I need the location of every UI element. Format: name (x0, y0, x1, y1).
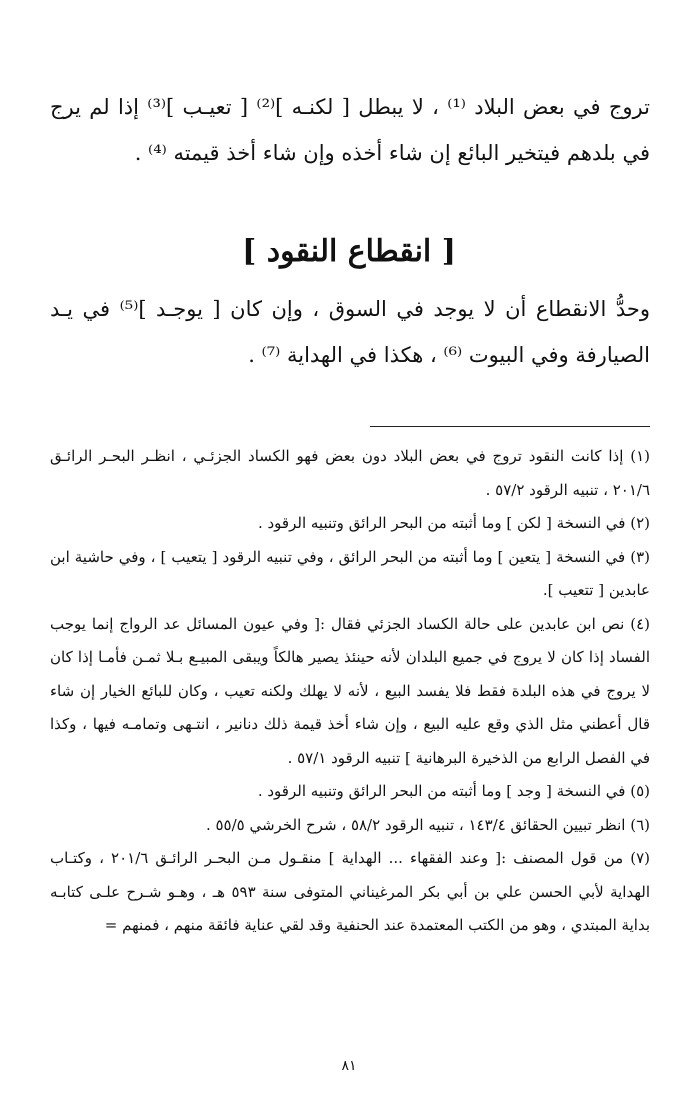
footnotes (50, 440, 650, 943)
footnote-5: (٥) في النسخة [ وجد ] وما أثبته من البحر الرائق وتنبيه الرقود . (257, 782, 650, 800)
footnote-3: (٣) في النسخة [ يتعين ] وما أثبته من البحر الرائق ، وفي تنبيه الرقود [ يتعيب ] ، وفي حاشية ابن عابدين [ تتعيب ]. (50, 547, 650, 599)
footnote-6: (٦) انظر تبيين الحقائق ١٤٣/٤ ، تنبيه الرقود ٥٨/٢ ، شرح الخرشي ٥٥/٥ . (205, 815, 650, 834)
footnote-1: (١) إذا كانت النقود تروج في بعض البلاد دون بعض فهو الكساد الجزئـي ، انظـر البحـر الرائـق ٢٠١/٦ ، تنبيه الرقود ٥٧/٢ . (50, 447, 650, 499)
footnote-4: (٤) نص ابن عابدين على حالة الكساد الجزئي فقال :[ وفي عيون المسائل عد الرواج إنما يوجب الفساد إذا كان لا يروج في جميع البلدان لأنه حينئذ يصير هالكاً ويبقى المبيـع بـلا ثمـن فأمـا إذا كان لا يروج في هذه البلدة فقط فلا يفسد البيع ، لأنه لا يهلك ولكنه تعيب ، وكان للبائع الخيار إن شاء قال أعطني مثل الذي وقع عليه البيع ، وإن شاء أخذ قيمة ذلك دنانير ، انتـهى وتمامـه فيها ، وكذا في الفصل الرابع من الذخيرة البرهانية ] تنبيه الرقود ٥٧/١ . (50, 614, 650, 767)
footnote-divider (370, 426, 650, 427)
footnote-7: (٧) من قول المصنف :[ وعند الفقهاء ... الهداية ] منقـول مـن البحـر الرائـق ٢٠١/٦ ، وكتـاب الهداية لأبي الحسن علي بن أبي بكر المرغيناني المتوفى سنة ٥٩٣ هـ ، وهـو شـرح علـى كتابـه بداية المبتدي ، وهو من الكتب المعتمدة عند الحنفية وقد لقي عناية فائقة منهم ، فمنهم = (50, 849, 651, 934)
body-paragraph-2: وحدُّ الانقطاع أن لا يوجد في السوق ، وإن كان [ يوجـد ]⁽⁵⁾ في يـد الصيارفة وفي البيوت ⁽⁶⁾ ، هكذا في الهداية ⁽⁷⁾ . (50, 297, 650, 367)
section-heading: [ انقطاع النقود ] (242, 234, 456, 269)
body-paragraph-1: تروج في بعض البلاد ⁽¹⁾ ، لا يبطل [ لكنـه ]⁽²⁾ [ تعيـب ]⁽³⁾ إذا لم يرج في بلدهم فيتخير البائع إن شاء أخذه وإن شاء أخذ قيمته ⁽⁴⁾ . (50, 95, 650, 165)
page-number: ٨١ (341, 1058, 357, 1074)
footnote-2: (٢) في النسخة [ لكن ] وما أثبته من البحر الرائق وتنبيه الرقود . (257, 514, 650, 532)
